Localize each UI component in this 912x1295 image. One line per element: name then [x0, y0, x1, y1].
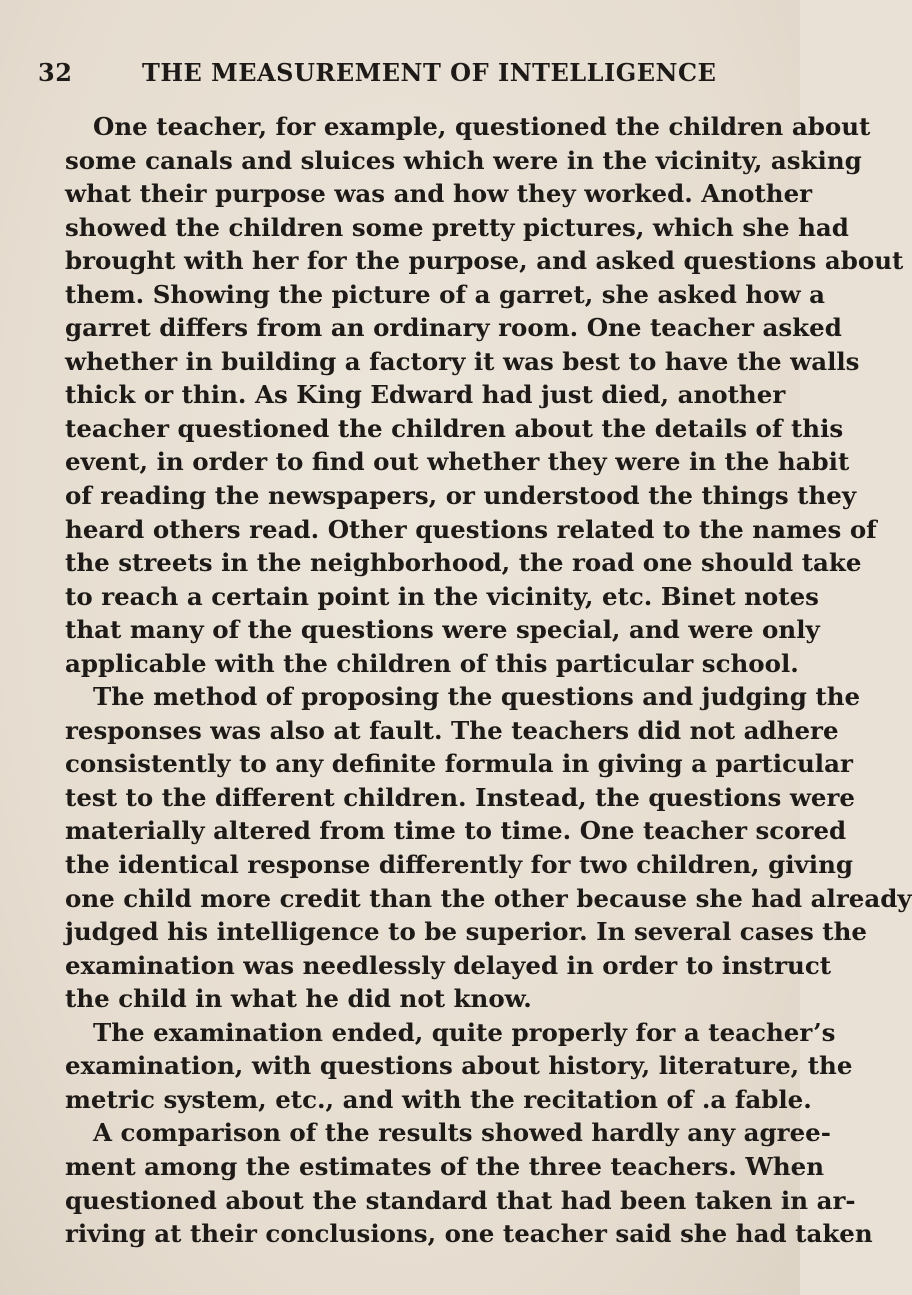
text-line: whether in building a factory it was best to have the walls	[65, 346, 860, 376]
text-line: thick or thin. As King Edward had just died, another	[65, 380, 786, 410]
text-line: teacher questioned the children about the details of this	[65, 413, 844, 443]
text-line: applicable with the children of this particular school.	[65, 648, 799, 678]
text-line: one child more credit than the other because she had already	[65, 883, 912, 913]
text-line: The method of proposing the questions and judging the	[93, 682, 861, 712]
text-line: judged his intelligence to be superior. In several cases the	[65, 917, 868, 947]
running-head	[38, 58, 758, 98]
text-line: examination, with questions about history, literature, the	[65, 1051, 853, 1081]
text-line: responses was also at fault. The teachers did not adhere	[65, 715, 839, 745]
text-line: riving at their conclusions, one teacher said she had taken	[65, 1219, 873, 1249]
text-line: of reading the newspapers, or understood the things they	[65, 481, 857, 511]
text-line: materially altered from time to time. One teacher scored	[65, 816, 847, 846]
text-line: to reach a certain point in the vicinity, etc. Binet notes	[65, 581, 819, 611]
text-line: ment among the estimates of the three teachers. When	[65, 1151, 825, 1181]
text-line: the child in what he did not know.	[65, 984, 532, 1014]
text-line: heard others read. Other questions related to the names of	[65, 514, 877, 544]
page-number: 32	[38, 58, 73, 87]
text-line: brought with her for the purpose, and asked questions about	[65, 246, 904, 276]
text-line: that many of the questions were special, and were only	[65, 615, 820, 645]
text-line: showed the children some pretty pictures, which she had	[65, 212, 849, 242]
text-line: event, in order to find out whether they were in the habit	[65, 447, 850, 477]
text-line: the identical response differently for two children, giving	[65, 850, 854, 880]
running-title: THE MEASUREMENT OF INTELLIGENCE	[142, 58, 717, 87]
text-line: consistently to any definite formula in giving a particular	[65, 749, 853, 779]
body-text	[65, 110, 912, 1251]
text-line: questioned about the standard that had been taken in ar-	[65, 1185, 856, 1215]
text-line: the streets in the neighborhood, the road one should take	[65, 548, 862, 578]
text-line: some canals and sluices which were in the vicinity, asking	[65, 145, 862, 175]
text-line: them. Showing the picture of a garret, she asked how a	[65, 279, 826, 309]
text-line: examination was needlessly delayed in order to instruct	[65, 950, 832, 980]
text-line: The examination ended, quite properly for a teacher’s	[93, 1017, 836, 1047]
text-line: A comparison of the results showed hardly any agree-	[93, 1118, 831, 1148]
text-line: what their purpose was and how they worked. Another	[65, 179, 813, 209]
text-line: garret differs from an ordinary room. One teacher asked	[65, 313, 842, 343]
text-line: metric system, etc., and with the recitation of .a fable.	[65, 1084, 812, 1114]
text-line: test to the different children. Instead, the questions were	[65, 782, 855, 812]
text-line: One teacher, for example, questioned the children about	[93, 112, 871, 141]
